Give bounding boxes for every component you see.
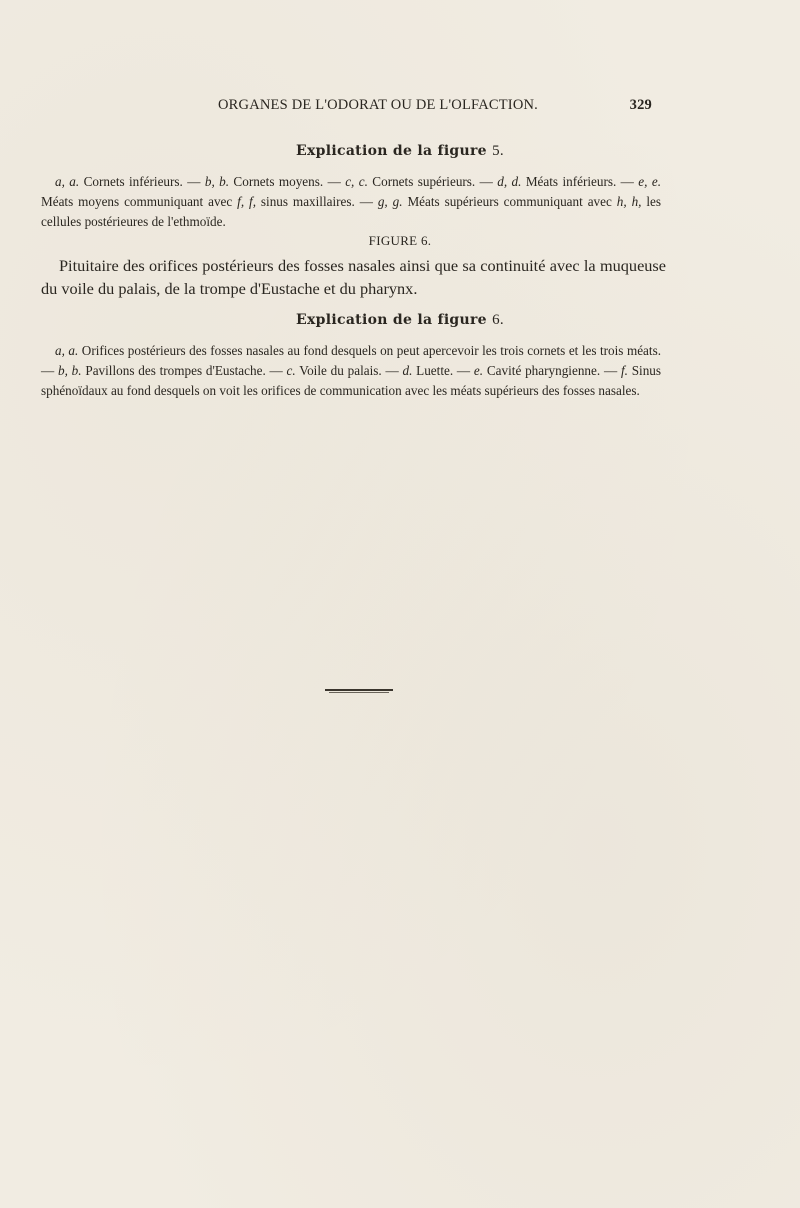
legend-text: les cellules postérieures de l'ethmoïde.: [41, 194, 662, 229]
legend-letter: b, b.: [57, 363, 82, 378]
legend-letter: c, c.: [345, 174, 368, 189]
heading-text: Explication de la figure: [296, 312, 487, 328]
section-heading-figure-6: [0, 312, 800, 329]
figure-caption: [41, 254, 666, 300]
heading-number: 6.: [492, 312, 504, 328]
end-rule: [325, 689, 393, 691]
legend-figure-6-text: [41, 343, 661, 398]
legend-letter: g, g.: [377, 194, 403, 209]
legend-letter: f, f,: [237, 194, 256, 209]
running-head-title: ORGANES DE L'ODORAT OU DE L'OLFACTION.: [218, 97, 539, 113]
heading-number: 5.: [492, 143, 504, 159]
legend-text: Méats moyens communiquant avec: [41, 194, 238, 209]
legend-letter: e, e.: [638, 174, 661, 189]
legend-text: Orifices postérieurs des fosses nasales au fond desquels on peut apercevoir les trois cornets et les trois méats. —: [41, 343, 662, 378]
heading-text: Explication de la figure: [296, 143, 487, 159]
legend-text: Cornets moyens. —: [229, 174, 346, 189]
legend-text: Cornets supérieurs. —: [367, 174, 498, 189]
legend-figure-5: [41, 172, 661, 232]
legend-letter: a, a.: [55, 343, 79, 358]
section-heading-figure-5: [0, 143, 800, 160]
legend-text: Sinus sphénoïdaux au fond desquels on voit les orifices de communication avec les méats supérieurs des fosses nasales.: [41, 363, 662, 398]
legend-text: Cornets inférieurs. —: [79, 174, 205, 189]
legend-text: Cavité pharyngienne. —: [483, 363, 621, 378]
legend-text: sinus maxillaires. —: [256, 194, 378, 209]
legend-text: Méats supérieurs communiquant avec: [402, 194, 617, 209]
legend-text: Pavillons des trompes d'Eustache. —: [81, 363, 287, 378]
legend-text: Méats inférieurs. —: [521, 174, 639, 189]
running-head: [0, 97, 800, 119]
page-number: 329: [629, 97, 652, 113]
legend-letter: e.: [473, 363, 484, 378]
legend-text: Luette. —: [412, 363, 474, 378]
legend-letter: b, b.: [204, 174, 230, 189]
figure-label: FIGURE 6.: [368, 233, 432, 248]
legend-figure-5-text: [41, 174, 661, 229]
legend-letter: f.: [620, 363, 628, 378]
legend-letter: d.: [402, 363, 413, 378]
legend-letter: h, h,: [616, 194, 642, 209]
legend-letter: a, a.: [55, 174, 80, 189]
legend-letter: d, d.: [497, 174, 522, 189]
legend-letter: c.: [286, 363, 296, 378]
legend-text: Voile du palais. —: [295, 363, 403, 378]
legend-figure-6: [41, 341, 661, 401]
figure-caption-text: Pituitaire des orifices postérieurs des fosses nasales ainsi que sa continuité avec la muqueuse du voile du palais, de la trompe d'Eustache et du pharynx.: [41, 256, 666, 298]
